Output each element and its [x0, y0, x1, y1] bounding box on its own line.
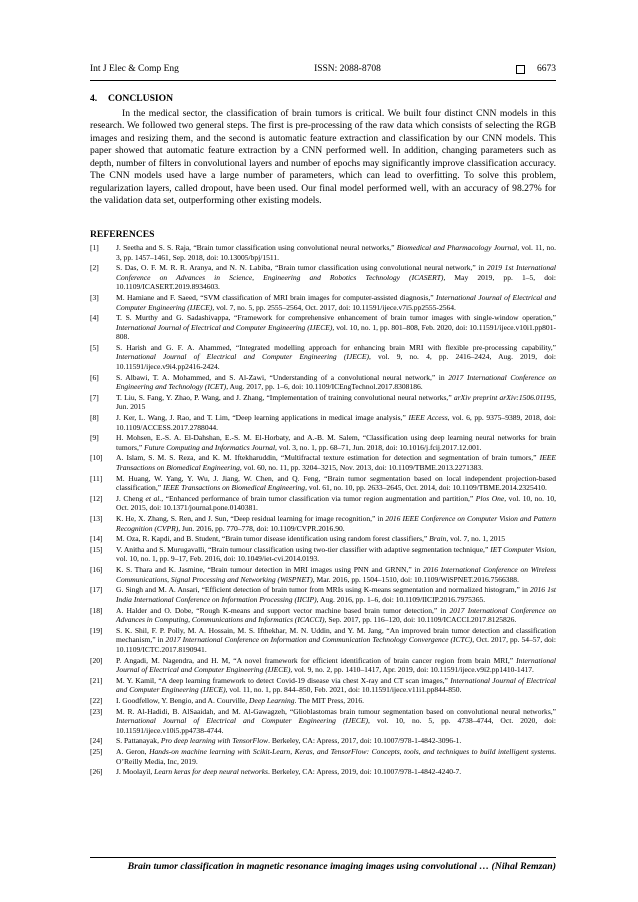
reference-text — [116, 393, 556, 412]
reference-text — [116, 243, 556, 262]
reference-item — [90, 293, 556, 312]
reference-text — [116, 343, 556, 372]
reference-segment: , Oct. 2017, pp. 54–57, doi: 10.1109/ICTC.2017.8190941. — [116, 635, 556, 654]
reference-item — [90, 343, 556, 372]
reference-segment: , vol. 10, no. 10, Oct. 2015, doi: 10.1371/journal.pone.0140381. — [116, 493, 556, 513]
reference-number: [6] — [90, 372, 99, 382]
reference-item — [90, 413, 556, 432]
reference-item — [90, 676, 556, 695]
reference-segment: J. Seetha and S. S. Raja, “Brain tumor classification using convolutional neural networks,” — [116, 243, 397, 252]
reference-text — [116, 413, 556, 432]
reference-number: [13] — [90, 514, 103, 524]
reference-number: [15] — [90, 544, 103, 554]
reference-number: [8] — [90, 413, 99, 423]
reference-segment: , vol. 61, no. 10, pp. 2633–2645, Oct. 2014, doi: 10.1109/TBME.2014.2325410. — [305, 483, 547, 493]
reference-segment: , vol. 60, no. 11, pp. 3204–3215, Nov. 2013, doi: 10.1109/TBME.2013.2271383. — [239, 463, 484, 473]
reference-text — [116, 453, 556, 472]
reference-text — [116, 514, 556, 533]
reference-segment: , Sep. 2017, pp. 116–120, doi: 10.1109/ICACCI.2017.8125826. — [324, 615, 517, 625]
reference-venue: Brain — [429, 534, 447, 544]
reference-segment: S. K. Shil, F. P. Polly, M. A. Hossain, M. S. Ifthekhar, M. N. Uddin, and Y. M. Jang, “An improved brain tumor detection and classification mechanism,” in — [116, 625, 556, 645]
section-title: CONCLUSION — [108, 93, 174, 104]
reference-venue: International Journal of Electrical and Computer Engineering (IJECE) — [116, 655, 556, 675]
reference-item — [90, 243, 556, 262]
reference-item — [90, 433, 556, 452]
reference-segment: , vol. 11, no. 3, pp. 1457–1461, Sep. 2018, doi: 10.13005/bpj/1511. — [116, 243, 556, 262]
reference-segment: A. Geron, — [116, 746, 150, 756]
page-number: 6673 — [536, 64, 556, 74]
reference-item — [90, 263, 556, 292]
reference-text — [116, 676, 556, 695]
reference-venue: International Journal of Electrical and Computer Engineering (IJECE) — [116, 292, 556, 312]
reference-number: [20] — [90, 655, 103, 665]
reference-text — [116, 545, 556, 564]
reference-text — [116, 433, 556, 452]
reference-item — [90, 313, 556, 342]
reference-number: [10] — [90, 453, 103, 463]
reference-segment: J. Ker, L. Wang, J. Rao, and T. Lim, “Deep learning applications in medical image analysis,” — [116, 413, 409, 423]
running-title: Brain tumor classification in magnetic resonance imaging images using convolutional … (Nihal Remzan) — [127, 861, 556, 872]
reference-number: [3] — [90, 292, 99, 302]
reference-venue: 2017 International Conference on Advances in Computing, Communications and Informatics (ICACCI) — [116, 605, 556, 625]
reference-segment: S. Albawi, T. A. Mohammed, and S. Al-Zawi, “Understanding of a convolutional neural network,” in — [116, 372, 449, 382]
reference-venue: Future Computing and Informatics Journal — [144, 442, 276, 452]
reference-venue: Biomedical and Pharmacology Journal — [396, 243, 518, 252]
reference-number: [17] — [90, 585, 103, 595]
reference-segment: , vol. 10, no. 1, pp. 801–808, Feb. 2020, doi: 10.11591/ijece.v10i1.pp801-808. — [116, 322, 556, 342]
reference-item — [90, 656, 556, 675]
reference-venue: Plos One — [475, 493, 505, 503]
reference-number: [4] — [90, 313, 99, 323]
reference-venue: 2016 1st India International Conference on Information Processing (IICIP) — [116, 585, 556, 604]
reference-venue: International Journal of Electrical and Computer Engineering (IJECE) — [116, 675, 557, 695]
reference-venue: IEEE Transactions on Biomedical Engineering — [162, 483, 306, 493]
reference-item — [90, 767, 556, 777]
reference-text — [116, 747, 556, 766]
reference-item — [90, 707, 556, 736]
reference-text — [116, 736, 556, 746]
reference-venue: 2016 International Conference on Wireless Communications, Signal Processing and Networking (WiSPNET) — [116, 565, 556, 584]
reference-segment: T. S. Murthy and G. Sadashivappa, “Framework for comprehensive enhancement of brain tumor images with single-window operation,” — [116, 313, 556, 323]
reference-segment: A. Islam, S. M. S. Reza, and K. M. Iftekharuddin, “Multifractal texture estimation for detection and segmentation of brain tumors,” — [116, 453, 540, 463]
conclusion-heading — [90, 93, 173, 105]
reference-segment: J. Cheng — [116, 493, 146, 503]
reference-segment: M. Huang, W. Yang, Y. Wu, J. Jiang, W. Chen, and Q. Feng, “Brain tumor segmentation based on local independent projection-based classification,” — [116, 473, 556, 493]
reference-number: [14] — [90, 534, 103, 544]
reference-text — [116, 656, 556, 675]
reference-segment: K. He, X. Zhang, S. Ren, and J. Sun, “Deep residual learning for image recognition,” in — [116, 514, 386, 524]
reference-item — [90, 606, 556, 625]
reference-venue: 2019 1st International Conference on Advances in Science, Engineering and Robotics Technology (ICASERT) — [116, 263, 556, 282]
reference-venue: Pro deep learning with TensorFlow — [160, 736, 269, 746]
reference-segment: , vol. 3, no. 1, pp. 68–71, Jun. 2018, doi: 10.1016/j.fcij.2017.12.001. — [275, 442, 482, 452]
reference-segment: G. Singh and M. A. Ansari, “Efficient detection of brain tumor from MRIs using K-means segmentation and normalized histogram,” in — [116, 585, 530, 595]
reference-item — [90, 494, 556, 513]
reference-venue: 2017 International Conference on Information and Communication Technology Convergence (ICTC) — [165, 635, 473, 645]
reference-number: [24] — [90, 736, 103, 746]
reference-segment: P. Angadi, M. Nagendra, and H. M, “A novel framework for efficient identification of brain cancer region from brain MRI,” — [116, 655, 517, 665]
reference-venue: Learn keras for deep neural networks — [154, 767, 268, 777]
reference-segment: , Mar. 2016, pp. 1504–1510, doi: 10.1109/WiSPNET.2016.7566388. — [312, 574, 519, 584]
reference-segment: , May 2019, pp. 1–5, doi: 10.1109/ICASERT.2019.8934603. — [116, 272, 557, 292]
reference-segment: V. Anitha and S. Murugavalli, “Brain tumour classification using two-tier classifier with adaptive segmentation technique,” — [116, 544, 491, 554]
reference-number: [18] — [90, 605, 103, 615]
reference-segment: J. Moolayil, — [116, 767, 155, 777]
reference-number: [25] — [90, 746, 103, 756]
reference-number: [23] — [90, 706, 103, 716]
reference-item — [90, 545, 556, 564]
reference-segment: , Jun. 2016, pp. 770–778, doi: 10.1109/CVPR.2016.90. — [178, 523, 345, 533]
reference-item — [90, 514, 556, 533]
reference-item — [90, 373, 556, 392]
reference-segment: , vol. 9, no. 2, pp. 1410–1417, Apr. 2019, doi: 10.11591/ijece.v9i2.pp1410-1417. — [290, 665, 534, 675]
reference-text — [116, 373, 556, 392]
reference-text — [116, 313, 556, 342]
reference-segment: . Berkeley, CA: Apress, 2017, doi: 10.1007/978-1-4842-3096-1. — [268, 736, 462, 746]
reference-segment: , vol. 10, no. 5, pp. 4738–4744, Oct. 2020, doi: 10.11591/ijece.v10i5.pp4738-4744. — [116, 716, 556, 735]
reference-segment: M. Hamiane and F. Saeed, “SVM classification of MRI brain images for computer-assisted diagnosis,” — [116, 292, 437, 302]
reference-item — [90, 736, 556, 746]
reference-item — [90, 696, 556, 706]
conclusion-paragraph: In the medical sector, the classification of brain tumors is critical. We built four distinct CNN models in this research. We followed two general steps. The first is pre-processing of the raw data which consists of selecting the RGB images and resizing them, and the second is automatic feature extraction and classification by our CNN models. This paper showed that automatic feature extraction by a CNN performed well. In addition, changing parameters such as depth, number of filters in convolutional layers and number of epochs may significantly improve classification accuracy. The CNN models used have a large number of parameters, which can lead to overfitting. To solve this problem, regularization layers, called dropout, have been used. Our final model performed well, with an accuracy of 98.27% for the validation data set, outperforming other existing models. — [90, 108, 556, 207]
reference-item — [90, 393, 556, 412]
reference-segment: . The MIT Press, 2016. — [294, 695, 365, 705]
reference-venue: et al. — [145, 493, 162, 503]
reference-number: [19] — [90, 625, 103, 635]
reference-segment: , vol. 9, no. 4, pp. 2416–2424, Aug. 2019, doi: 10.11591/ijece.v9i4.pp2416-2424. — [116, 352, 556, 371]
reference-venue: International Journal of Electrical and Computer Engineering (IJECE) — [116, 352, 369, 362]
reference-segment: , “Enhanced performance of brain tumor classification via tumor region augmentation and partition,” — [161, 493, 476, 503]
reference-segment: . Berkeley, CA: Apress, 2019, doi: 10.1007/978-1-4842-4240-7. — [267, 767, 462, 777]
reference-segment: , Jun. 2015 — [116, 392, 556, 412]
reference-venue: 2016 IEEE Conference on Computer Vision and Pattern Recognition (CVPR) — [116, 514, 556, 533]
reference-segment: , vol. 6, pp. 9375–9389, 2018, doi: 10.1109/ACCESS.2017.2788044. — [116, 413, 556, 432]
reference-text — [116, 565, 556, 584]
reference-number: [16] — [90, 565, 103, 575]
reference-segment: I. Goodfellow, Y. Bengio, and A. Courville, — [116, 695, 250, 705]
reference-number: [9] — [90, 433, 99, 443]
square-icon — [516, 65, 525, 74]
reference-segment: , vol. 11, no. 1, pp. 844–850, Feb. 2021, doi: 10.11591/ijece.v11i1.pp844-850. — [225, 685, 462, 695]
reference-item — [90, 453, 556, 472]
reference-number: [7] — [90, 392, 99, 402]
reference-segment: H. Mohsen, E.-S. A. El-Dahshan, E.-S. M. El-Horbaty, and A.-B. M. Salem, “Classification using deep learning neural networks for brain tumors,” — [116, 433, 556, 452]
reference-segment: M. R. Al-Hadidi, B. AlSaaidah, and M. Al-Gawagzeh, “Glioblastomas brain tumour segmentation based on convolutional neural networks,” — [116, 706, 556, 716]
reference-segment: M. Y. Kamil, “A deep learning framework to detect Covid-19 disease via chest X-ray and CT scan images,” — [116, 675, 451, 685]
reference-item — [90, 565, 556, 584]
reference-venue: Hands-on machine learning with Scikit-Learn, Keras, and TensorFlow: Concepts, tools, and techniques to build intelligent systems — [149, 746, 555, 756]
reference-item — [90, 474, 556, 493]
reference-number: [1] — [90, 243, 99, 252]
reference-list — [90, 243, 556, 778]
reference-item — [90, 585, 556, 604]
reference-text — [116, 606, 556, 625]
reference-number: [12] — [90, 493, 103, 503]
reference-text — [116, 626, 556, 655]
reference-venue: International Journal of Electrical and Computer Engineering (IJECE) — [116, 322, 333, 332]
reference-segment: S. Harish and G. F. A. Ahammed, “Integrated modelling approach for enhancing brain MRI with flexible pre-processing capability,” — [116, 342, 556, 352]
page-header — [90, 62, 556, 76]
section-number: 4. — [90, 93, 98, 104]
reference-text — [116, 474, 556, 493]
reference-segment: . O’Reilly Media, Inc, 2019. — [116, 746, 557, 766]
reference-number: [21] — [90, 675, 103, 685]
reference-venue: International Journal of Electrical and Computer Engineering (IJECE) — [116, 716, 369, 726]
header-rule — [90, 80, 556, 81]
reference-segment: , Aug. 2017, pp. 1–6, doi: 10.1109/ICEngTechnol.2017.8308186. — [226, 382, 423, 392]
reference-text — [116, 494, 556, 513]
reference-segment: K. S. Thara and K. Jasmine, “Brain tumour detection in MRI images using PNN and GRNN,” in — [116, 565, 423, 575]
issn: ISSN: 2088-8708 — [314, 64, 381, 74]
journal-name: Int J Elec & Comp Eng — [90, 64, 179, 74]
reference-item — [90, 534, 556, 544]
reference-text — [116, 767, 556, 777]
reference-text — [116, 293, 556, 312]
footer-rule — [90, 857, 556, 858]
reference-venue: IET Computer Vision — [490, 544, 555, 554]
reference-text — [116, 534, 556, 544]
reference-segment: T. Liu, S. Fang, Y. Zhao, P. Wang, and J. Zhang, “Implementation of training convolutional neural networks,” — [116, 392, 454, 402]
reference-item — [90, 626, 556, 655]
reference-segment: M. Oza, R. Kapdi, and B. Student, “Brain tumor disease identification using random forest classifiers,” — [116, 534, 430, 544]
reference-number: [5] — [90, 342, 99, 352]
reference-segment: S. Pattanayak, — [116, 736, 161, 746]
reference-number: [2] — [90, 263, 99, 273]
reference-segment: S. Das, O. F. M. R. R. Aranya, and N. N. Labiba, “Brain tumor classification using convolutional neural network,” in — [116, 263, 487, 273]
reference-segment: A. Halder and O. Dobe, “Rough K-means and support vector machine based brain tumor detection,” in — [116, 605, 450, 615]
reference-segment: , Aug. 2016, pp. 1–6, doi: 10.1109/IICIP.2016.7975365. — [316, 594, 486, 604]
page-number-group — [516, 62, 556, 76]
reference-venue: arXiv preprint arXiv:1506.01195 — [453, 392, 555, 402]
references-heading: REFERENCES — [90, 229, 155, 240]
reference-segment: , vol. 7, no. 5, pp. 2555–2564, Oct. 2017, doi: 10.11591/ijece.v7i5.pp2555-2564. — [212, 302, 456, 312]
reference-segment: , vol. 10, no. 1, pp. 9–17, Feb. 2016, doi: 10.1049/iet-cvi.2014.0193. — [116, 544, 556, 564]
reference-venue: 2017 International Conference on Engineering and Technology (ICET) — [116, 372, 556, 392]
reference-text — [116, 696, 556, 706]
reference-number: [11] — [90, 473, 103, 483]
reference-segment: , vol. 7, no. 1, 2015 — [446, 534, 506, 544]
reference-venue: Deep Learning — [249, 695, 295, 705]
reference-text — [116, 707, 556, 736]
reference-item — [90, 747, 556, 766]
reference-text — [116, 263, 556, 292]
reference-text — [116, 585, 556, 604]
reference-venue: IEEE Transactions on Biomedical Engineering — [116, 453, 556, 473]
reference-number: [26] — [90, 767, 103, 777]
reference-number: [22] — [90, 695, 103, 705]
reference-venue: IEEE Access — [408, 413, 448, 423]
